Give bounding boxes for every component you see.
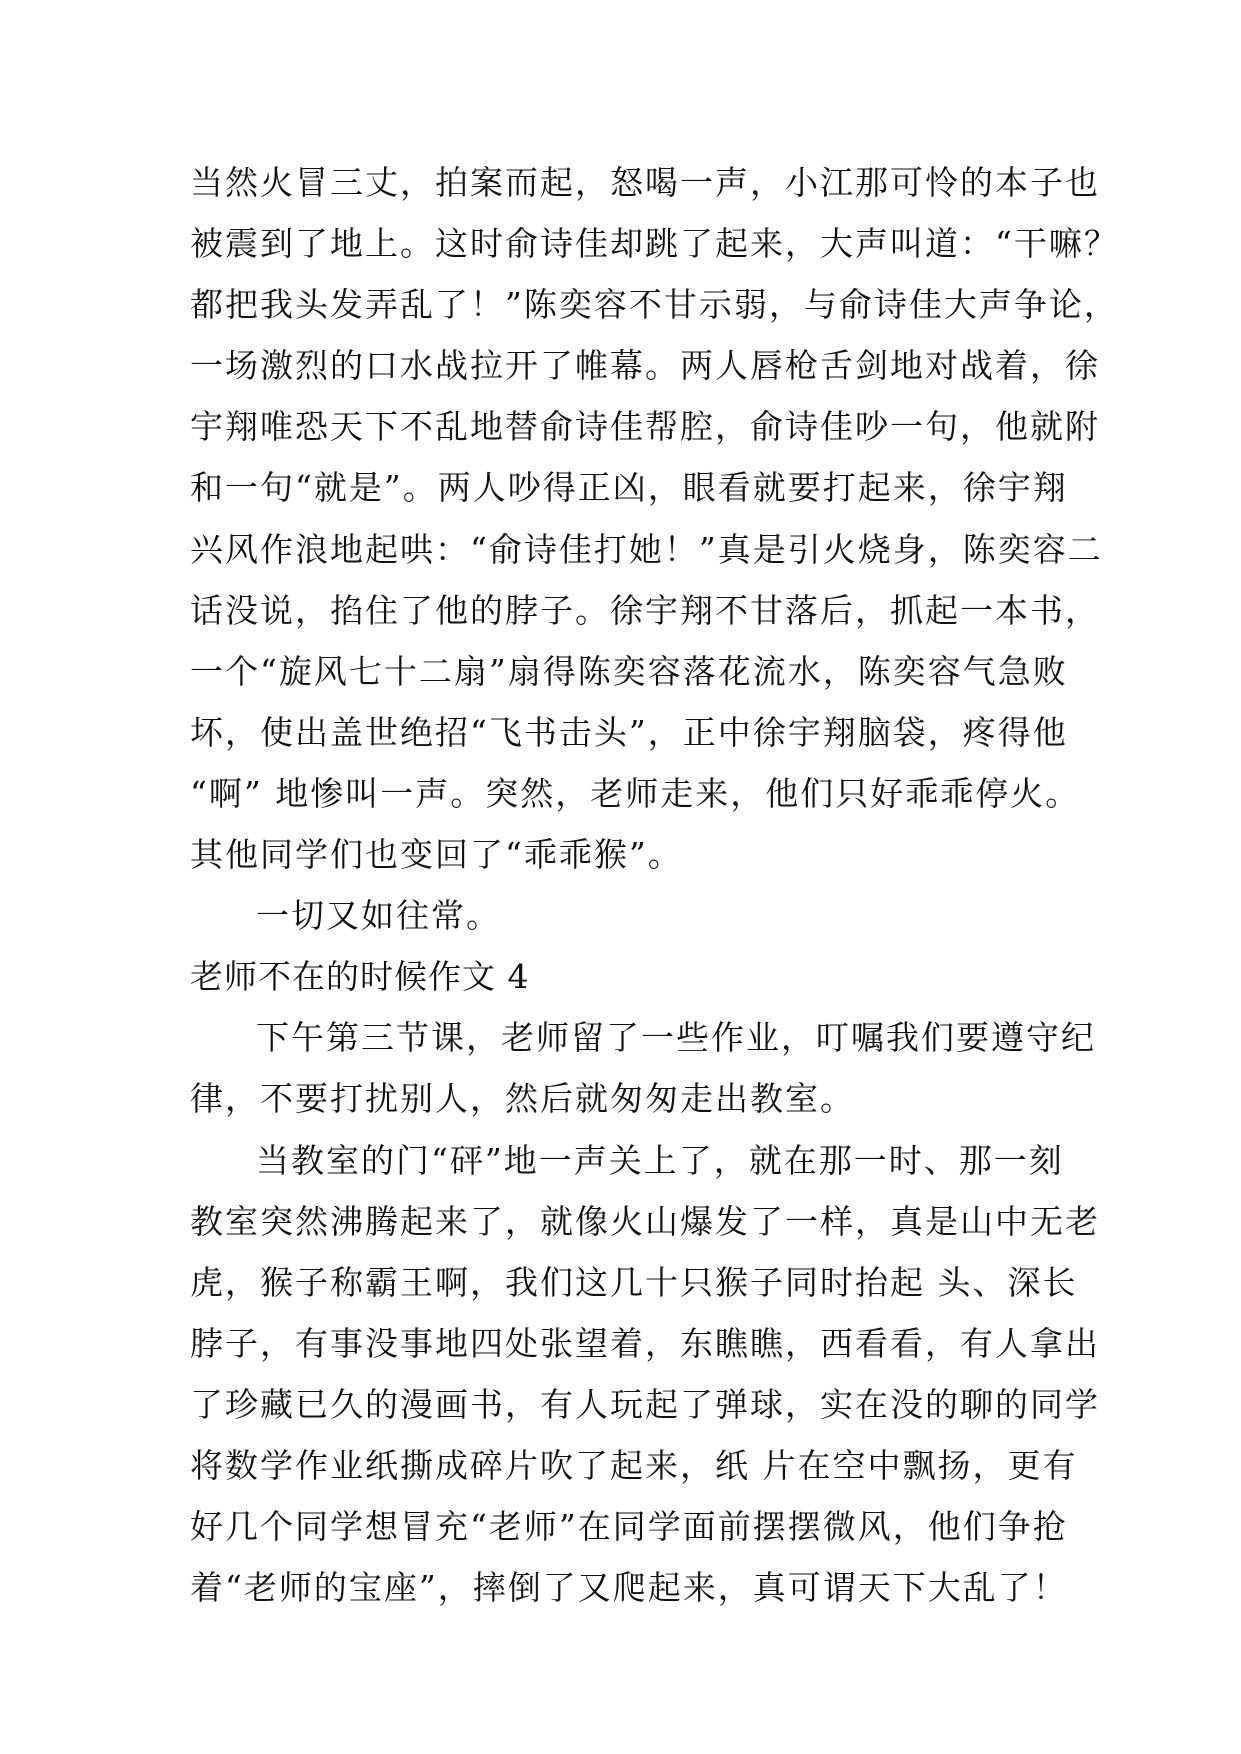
text-line: 着“老师的宝座”，摔倒了又爬起来，真可谓天下大乱了！ (190, 1568, 1068, 1608)
essay-text (190, 152, 1119, 1618)
text-line: 被震到了地上。这时俞诗佳却跳了起来，大声叫道：“干嘛？ (190, 224, 1119, 264)
paragraph-line: 一切又如往常。 (256, 896, 501, 936)
text-line: 当然火冒三丈，拍案而起，怒喝一声，小江那可怜的本子也 (190, 163, 1100, 202)
text-line: 宇翔唯恐天下不乱地替俞诗佳帮腔，俞诗佳吵一句，他就附 (190, 407, 1100, 447)
text-line: 一个“旋风七十二扇”扇得陈奕容落花流水，陈奕容气急败 (190, 651, 1068, 691)
text-line: 虎，猴子称霸王啊，我们这几十只猴子同时抬起 头、深长 (190, 1262, 1078, 1302)
text-line: 坏，使出盖世绝招“飞书击头”，正中徐宇翔脑袋，疼得他 (190, 712, 1068, 752)
section-heading: 老师不在的时候作文 4 (190, 957, 530, 997)
text-line: 兴风作浪地起哄：“俞诗佳打她！”真是引火烧身，陈奕容二 (190, 529, 1103, 569)
text-line: 了珍藏已久的漫画书，有人玩起了弹球，实在没的聊的同学 (190, 1384, 1100, 1424)
text-line: 脖子，有事没事地四处张望着，东瞧瞧，西看看，有人拿出 (190, 1323, 1100, 1363)
text-line: 话没说，掐住了他的脖子。徐宇翔不甘落后，抓起一本书， (190, 590, 1100, 630)
text-line: 一场激烈的口水战拉开了帷幕。两人唇枪舌剑地对战着，徐 (190, 346, 1100, 386)
paragraph-line: 当教室的门“砰”地一声关上了，就在那一时、那一刻 (256, 1140, 1064, 1180)
paragraph-line: 下午第三节课，老师留了一些作业，叮嘱我们要遵守纪 (256, 1018, 1096, 1058)
text-line: 其他同学们也变回了“乖乖猴”。 (190, 835, 683, 875)
text-line: 教室突然沸腾起来了，就像火山爆发了一样，真是山中无老 (190, 1201, 1100, 1241)
text-line: 和一句“就是”。两人吵得正凶，眼看就要打起来，徐宇翔 (190, 468, 1068, 508)
text-line: 都把我头发弄乱了！”陈奕容不甘示弱，与俞诗佳大声争论， (190, 285, 1119, 325)
text-line: 律，不要打扰别人，然后就匆匆走出教室。 (190, 1079, 855, 1119)
text-line: 将数学作业纸撕成碎片吹了起来，纸 片在空中飘扬，更有 (190, 1445, 1078, 1485)
text-line: 好几个同学想冒充“老师”在同学面前摆摆微风，他们争抢 (190, 1507, 1068, 1547)
text-line: “啊” 地惨叫一声。突然，老师走来，他们只好乖乖停火。 (190, 773, 1081, 813)
